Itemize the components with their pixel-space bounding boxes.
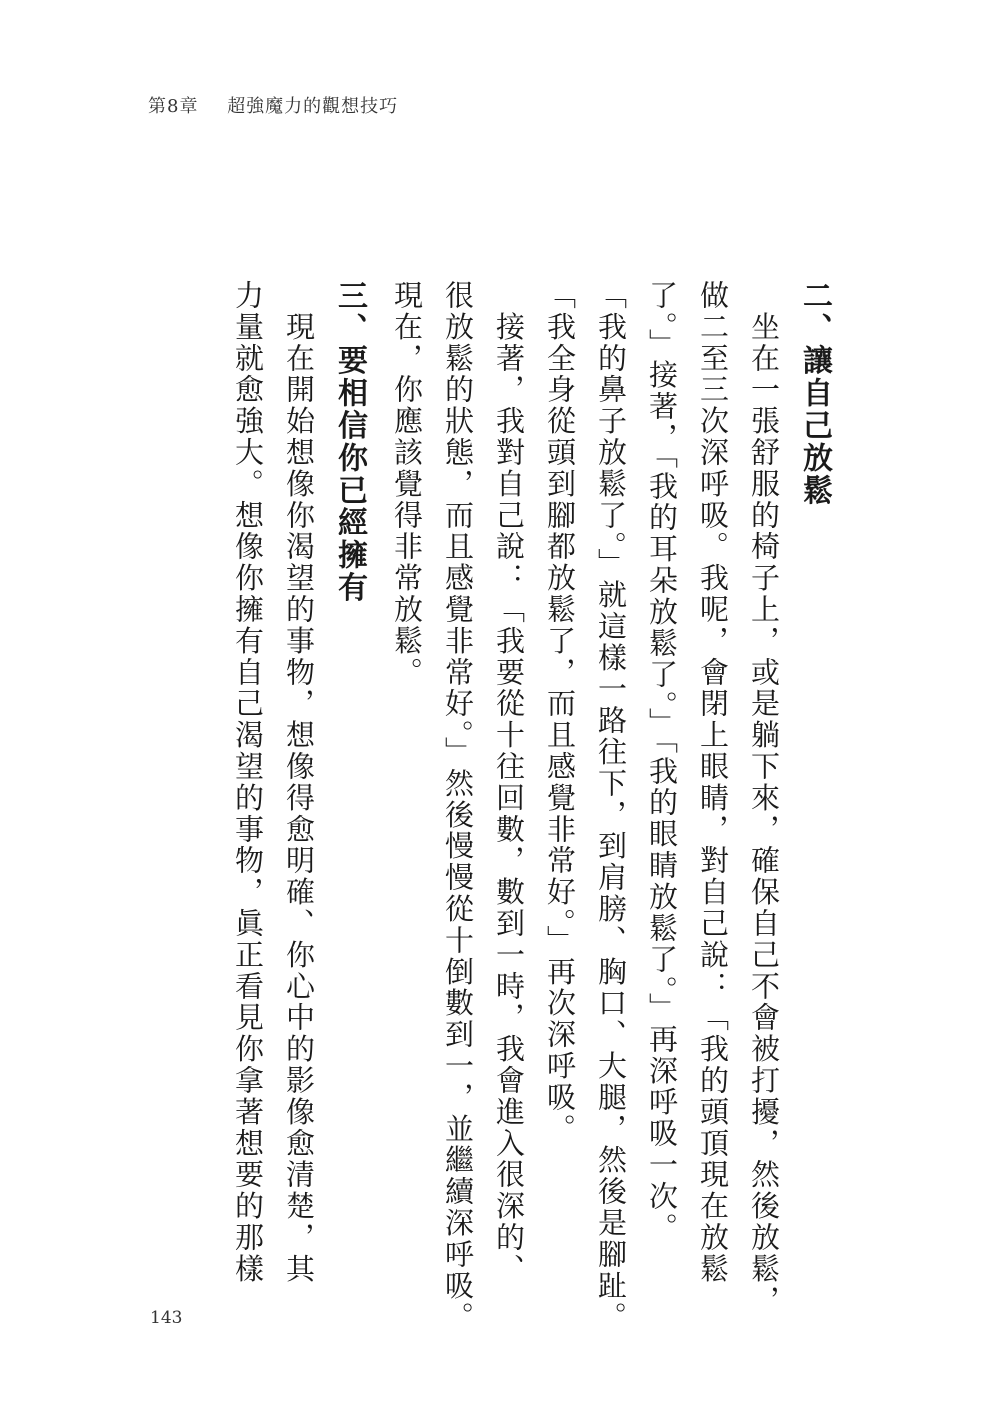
chapter-title: 超強魔力的觀想技巧 (227, 96, 399, 117)
section-heading-believe: 三、要相信你已經擁有 (332, 280, 367, 604)
vertical-text-body (222, 280, 840, 1334)
body-line: 了。」接著，「我的耳朵放鬆了。」「我的眼睛放鬆了。」再深呼吸一次。 (645, 280, 679, 1244)
body-line: 接著，我對自己說：「我要從十往回數，數到一時，我會進入很深的、 (492, 280, 526, 1285)
body-line: 「我的鼻子放鬆了。」就這樣一路往下，到肩膀、胸口、大腿，然後是腳趾。 (594, 280, 628, 1334)
body-line: 現在開始想像你渴望的事物，想像得愈明確、你心中的影像愈清楚，其 (282, 280, 316, 1285)
page-number: 143 (150, 1308, 183, 1328)
body-line: 坐在一張舒服的椅子上，或是躺下來，確保自己不會被打擾，然後放鬆， (747, 280, 781, 1317)
body-line: 做二至三次深呼吸。我呢，會閉上眼睛，對自己說：「我的頭頂現在放鬆 (696, 280, 730, 1285)
body-line: 很放鬆的狀態，而且感覺非常好。」然後慢慢從十倒數到一，並繼續深呼吸。 (441, 280, 475, 1334)
section-heading-relax: 二、讓自己放鬆 (797, 280, 832, 507)
body-line: 現在，你應該覺得非常放鬆。 (390, 280, 424, 689)
body-line: 「我全身從頭到腳都放鬆了，而且感覺非常好。」再次深呼吸。 (543, 280, 577, 1145)
chapter-number: 第8章 (148, 96, 199, 117)
running-header (148, 92, 398, 118)
body-line: 力量就愈強大。想像你擁有自己渴望的事物，眞正看見你拿著想要的那樣 (231, 280, 265, 1285)
